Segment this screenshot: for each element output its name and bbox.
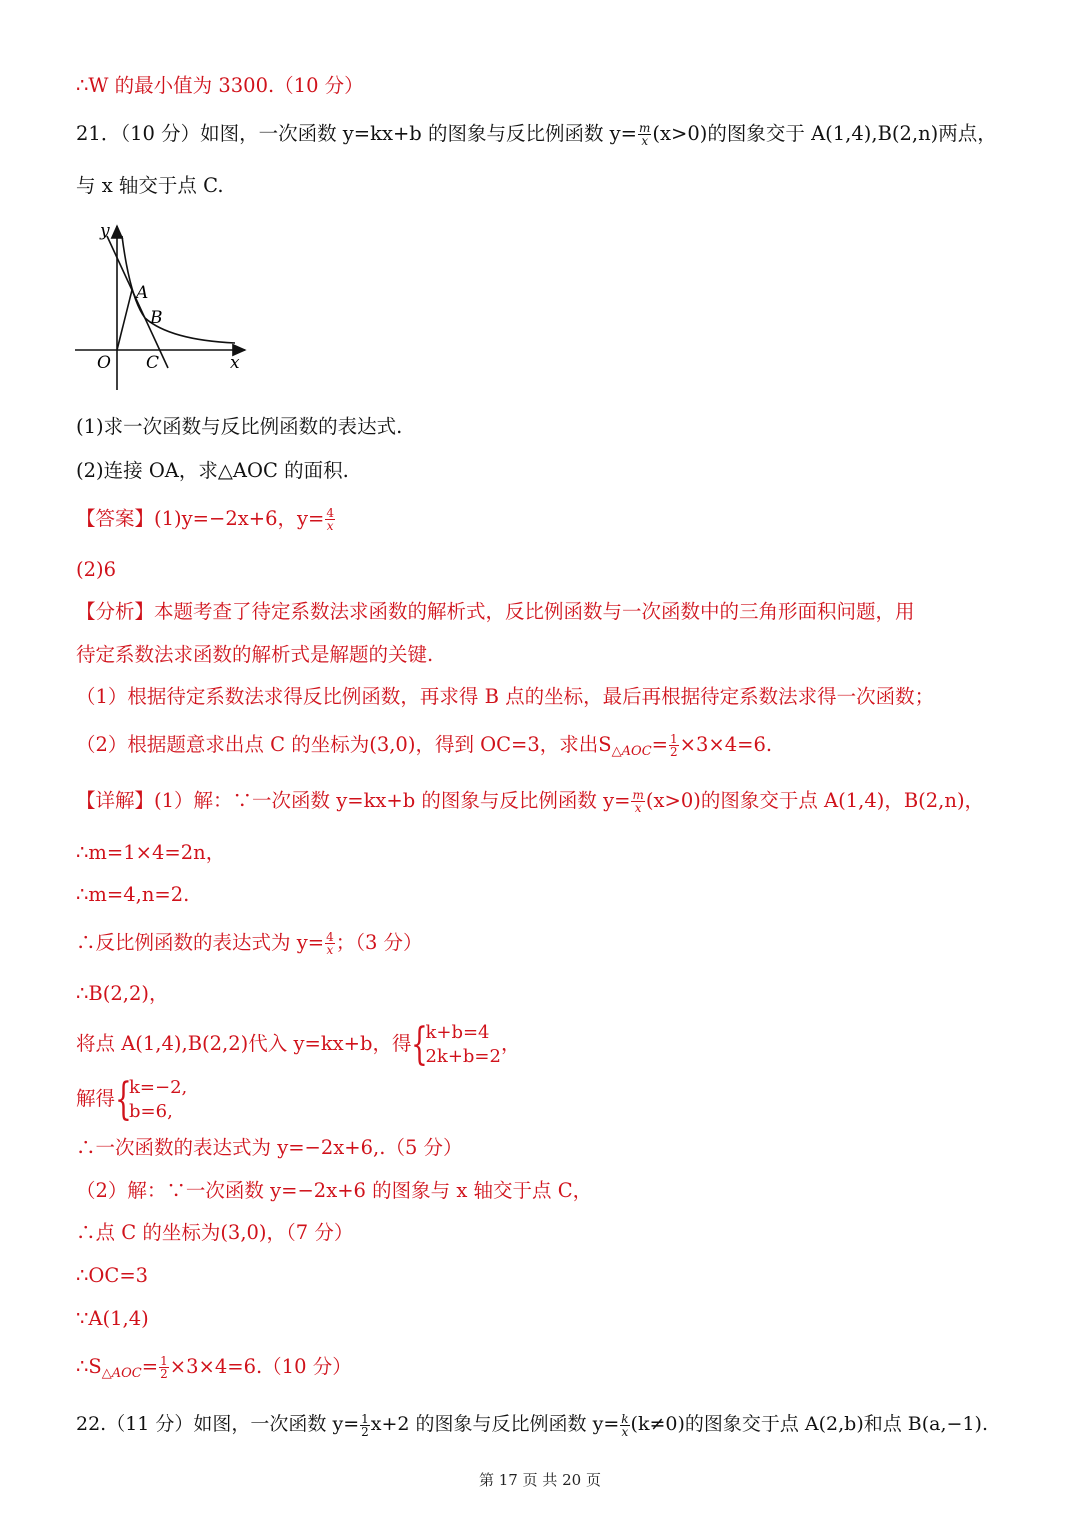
frac-num: k: [621, 1411, 629, 1426]
detail-l13b: ×3×4=6.（10 分）: [169, 1355, 352, 1378]
q22-a: 22.（11 分）如图，一次函数 y=: [76, 1413, 360, 1435]
analysis-tag: 【分析】: [76, 600, 155, 623]
system-row: b=6,: [129, 1100, 173, 1122]
q21-part2: (2)连接 OA，求△AOC 的面积.: [76, 459, 349, 482]
label-y: y: [100, 221, 110, 241]
q21-figure: [70, 218, 260, 398]
brace-icon: {: [411, 1018, 429, 1070]
q21-stem-a: 21．（10 分）如图，一次函数 y=kx+b 的图象与反比例函数 y=: [76, 122, 638, 145]
detail-line9: （2）解：∵一次函数 y=−2x+6 的图象与 x 轴交于点 C，: [76, 1179, 593, 1202]
detail-l4a: ∴反比例函数的表达式为 y=: [76, 931, 325, 954]
detail-line5: ∴B(2,2)，: [76, 982, 169, 1005]
answer-tag: 【答案】: [76, 507, 155, 530]
frac-den: x: [326, 943, 334, 957]
answer-a1: (1)y=−2x+6，y=: [154, 507, 325, 530]
k-fraction: [620, 1413, 629, 1438]
q22-b: x+2 的图象与反比例函数 y=: [370, 1413, 620, 1435]
frac-den: 2: [160, 1367, 168, 1381]
frac-den: x: [326, 519, 334, 533]
q22-stem: [76, 1410, 1020, 1438]
frac-den: 2: [670, 745, 678, 759]
answer-part2: (2)6: [76, 558, 117, 581]
analysis-text1: 本题考查了待定系数法求函数的解析式，反比例函数与一次函数中的三角形面积问题，用: [154, 600, 915, 623]
subscript: △AOC: [611, 744, 652, 759]
frac-den: x: [621, 1424, 629, 1439]
detail-line3: ∴m=4,n=2.: [76, 883, 190, 906]
frac-den: x: [634, 801, 642, 815]
frac-num: m: [632, 788, 644, 802]
q21-stem-b: (x>0)的图象交于 A(1,4),B(2,n)两点，: [652, 122, 997, 145]
detail-line12: ∵A(1,4): [76, 1307, 149, 1330]
segment-OA: [117, 290, 132, 350]
detail-l1a: (1）解：∵一次函数 y=kx+b 的图象与反比例函数 y=: [154, 789, 631, 812]
answer-line: [76, 505, 1020, 533]
detail-fraction: [325, 931, 335, 956]
frac-num: 1: [670, 732, 678, 746]
analysis-line1: [76, 598, 1020, 626]
detail-l6a: 将点 A(1,4),B(2,2)代入 y=kx+b，得: [76, 1032, 412, 1055]
label-A: A: [136, 283, 149, 303]
detail-line1: [76, 787, 1020, 815]
q21-stem-line1: [76, 120, 1020, 148]
detail-l6b: ，: [500, 1032, 521, 1055]
q22-c: (k≠0)的图象交于点 A(2,b)和点 B(a,−1).: [630, 1413, 988, 1435]
detail-line4: [76, 929, 1020, 957]
label-x: x: [230, 353, 240, 373]
frac-num: 4: [326, 930, 334, 944]
detail-line11: ∴OC=3: [76, 1264, 149, 1287]
frac-num: m: [639, 121, 651, 135]
label-O: O: [97, 353, 111, 373]
frac-num: 1: [361, 1411, 369, 1426]
detail-line7: [76, 1075, 1020, 1124]
system-row: k+b=4: [425, 1021, 490, 1043]
detail-l1b: (x>0)的图象交于点 A(1,4)，B(2,n)，: [645, 789, 985, 812]
frac-num: 4: [326, 506, 334, 520]
brace-icon: {: [115, 1073, 132, 1125]
system-row: k=−2,: [129, 1076, 188, 1098]
detail-l4b: ；（3 分）: [335, 931, 423, 954]
label-B: B: [150, 308, 163, 328]
detail-tag: 【详解】: [76, 789, 155, 812]
subscript: △AOC: [101, 1366, 142, 1381]
equation-system: [411, 1018, 501, 1070]
label-C: C: [146, 353, 160, 373]
analysis-line4: [76, 731, 1020, 766]
detail-line6: [76, 1020, 1020, 1069]
frac-den: x: [641, 134, 649, 148]
analysis-l4a: （2）根据题意求出点 C 的坐标为(3,0)，得到 OC=3，求出S: [76, 733, 612, 756]
half-fraction: [159, 1355, 169, 1380]
detail-line8: ∴一次函数的表达式为 y=−2x+6,.（5 分）: [76, 1136, 463, 1159]
analysis-line2: 待定系数法求函数的解析式是解题的关键.: [76, 643, 434, 666]
solution-system: [115, 1073, 188, 1125]
q21-part1: (1)求一次函数与反比例函数的表达式.: [76, 415, 403, 438]
half-fraction: [669, 733, 679, 758]
frac-num: 1: [160, 1354, 168, 1368]
detail-l13a: ∴S: [76, 1355, 102, 1378]
q21-stem-line2: 与 x 轴交于点 C.: [76, 174, 224, 197]
half-fraction: [360, 1413, 370, 1438]
analysis-line3: （1）根据待定系数法求得反比例函数，再求得 B 点的坐标，最后再根据待定系数法求得一次函数；: [76, 685, 935, 708]
detail-line2: ∴m=1×4=2n，: [76, 841, 226, 864]
system-row: 2k+b=2: [425, 1045, 501, 1067]
w-min-line: ∴W 的最小值为 3300.（10 分）: [76, 74, 364, 97]
analysis-l4b: ×3×4=6.: [679, 733, 773, 756]
detail-line13: [76, 1353, 1020, 1388]
detail-fraction: [631, 789, 644, 814]
q21-fraction: [638, 122, 651, 147]
page-footer: 第 17 页 共 20 页: [478, 1471, 601, 1489]
equals: =: [141, 1355, 159, 1378]
detail-line10: ∴点 C 的坐标为(3,0)，（7 分）: [76, 1221, 354, 1244]
detail-l7a: 解得: [76, 1087, 116, 1110]
answer-fraction: [325, 507, 335, 532]
frac-den: 2: [361, 1424, 369, 1439]
equals: =: [651, 733, 669, 756]
